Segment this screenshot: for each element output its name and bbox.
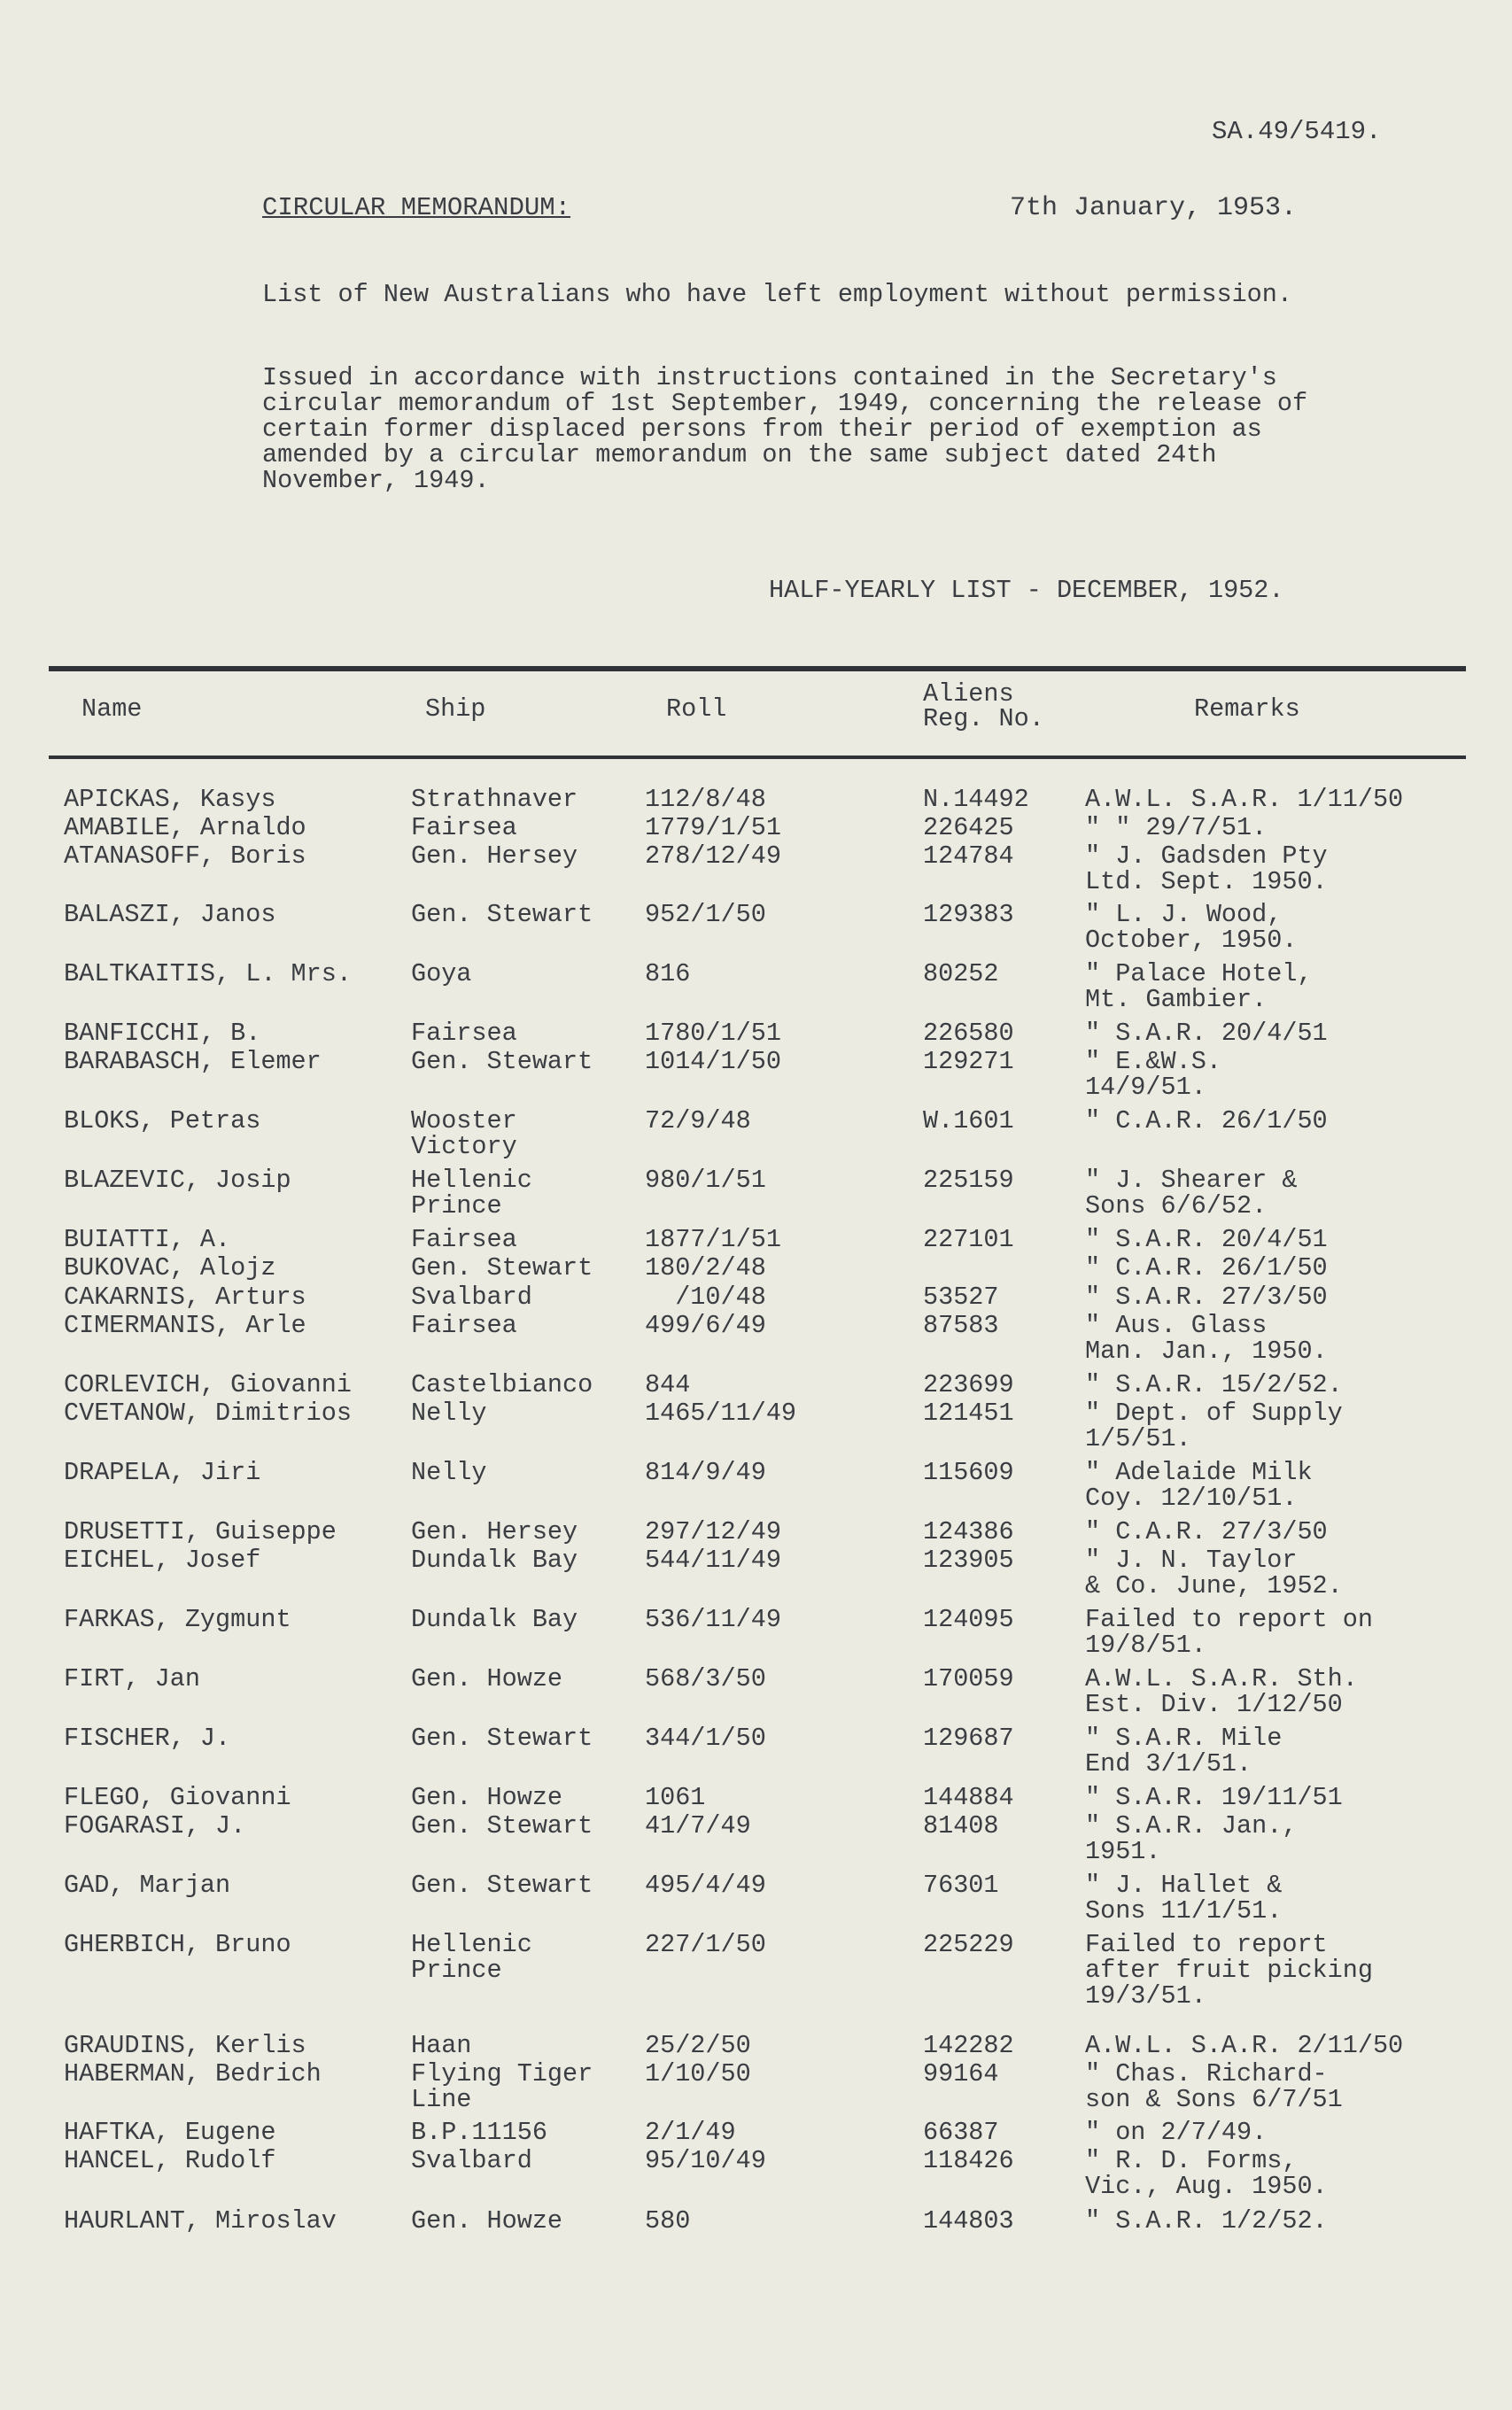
cell-reg: 115609 <box>923 1458 1014 1487</box>
cell-ship: Gen. Howze <box>411 1664 563 1693</box>
cell-reg: 226580 <box>923 1019 1014 1048</box>
cell-name: HAFTKA, Eugene <box>64 2118 276 2147</box>
cell-ship: Dundalk Bay <box>411 1546 578 1575</box>
cell-reg: 225229 <box>923 1930 1014 1959</box>
cell-ship: Gen. Stewart <box>411 1811 593 1840</box>
cell-ship: Flying Tiger Line <box>411 2059 593 2114</box>
cell-name: GHERBICH, Bruno <box>64 1930 291 1959</box>
cell-name: CORLEVICH, Giovanni <box>64 1370 352 1399</box>
cell-ship: Fairsea <box>411 1225 517 1254</box>
cell-ship: Hellenic Prince <box>411 1166 532 1220</box>
cell-roll: 1014/1/50 <box>645 1047 781 1076</box>
cell-name: DRAPELA, Jiri <box>64 1458 261 1487</box>
cell-name: CAKARNIS, Arturs <box>64 1282 306 1312</box>
cell-reg: W.1601 <box>923 1106 1014 1135</box>
cell-reg: 123905 <box>923 1546 1014 1575</box>
cell-reg: 227101 <box>923 1225 1014 1254</box>
cell-reg: 129383 <box>923 900 1014 929</box>
column-header-name: Name <box>81 694 143 724</box>
cell-reg: 144803 <box>923 2206 1014 2236</box>
cell-name: FARKAS, Zygmunt <box>64 1605 291 1634</box>
cell-remarks: " S.A.R. 20/4/51 <box>1085 1225 1328 1254</box>
cell-remarks: A.W.L. S.A.R. 2/11/50 <box>1085 2031 1404 2060</box>
cell-name: HAURLANT, Miroslav <box>64 2206 337 2236</box>
cell-name: BUKOVAC, Alojz <box>64 1253 276 1282</box>
cell-roll: 41/7/49 <box>645 1811 751 1840</box>
cell-remarks: " C.A.R. 26/1/50 <box>1085 1253 1328 1282</box>
cell-remarks: " E.&W.S. 14/9/51. <box>1085 1047 1221 1102</box>
cell-remarks: Failed to report after fruit picking 19/3/51. <box>1085 1930 1373 2011</box>
cell-ship: Gen. Howze <box>411 2206 563 2236</box>
cell-roll: 499/6/49 <box>645 1311 766 1340</box>
cell-remarks: A.W.L. S.A.R. 1/11/50 <box>1085 785 1404 814</box>
cell-remarks: " L. J. Wood, October, 1950. <box>1085 900 1298 955</box>
cell-remarks: " S.A.R. 15/2/52. <box>1085 1370 1343 1399</box>
cell-reg: 170059 <box>923 1664 1014 1693</box>
cell-ship: Gen. Hersey <box>411 1517 578 1546</box>
cell-roll: 844 <box>645 1370 691 1399</box>
cell-roll: 580 <box>645 2206 691 2236</box>
cell-ship: Dundalk Bay <box>411 1605 578 1634</box>
cell-roll: 72/9/48 <box>645 1106 751 1135</box>
cell-name: BUIATTI, A. <box>64 1225 231 1254</box>
cell-reg: 124784 <box>923 841 1014 871</box>
cell-remarks: " " 29/7/51. <box>1085 813 1268 842</box>
cell-reg: 76301 <box>923 1871 999 1900</box>
cell-roll: 1/10/50 <box>645 2059 751 2088</box>
cell-roll: 1465/11/49 <box>645 1399 797 1428</box>
cell-roll: 95/10/49 <box>645 2146 766 2175</box>
cell-ship: Strathnaver <box>411 785 578 814</box>
cell-remarks: " S.A.R. 1/2/52. <box>1085 2206 1328 2236</box>
cell-remarks: " J. Hallet & Sons 11/1/51. <box>1085 1871 1283 1926</box>
cell-reg: 99164 <box>923 2059 999 2088</box>
cell-name: BALASZI, Janos <box>64 900 276 929</box>
cell-ship: Gen. Hersey <box>411 841 578 871</box>
cell-name: HABERMAN, Bedrich <box>64 2059 322 2088</box>
cell-reg: 118426 <box>923 2146 1014 2175</box>
cell-name: FLEGO, Giovanni <box>64 1783 291 1812</box>
cell-roll: /10/48 <box>645 1282 766 1312</box>
cell-reg: 121451 <box>923 1399 1014 1428</box>
cell-remarks: " J. N. Taylor & Co. June, 1952. <box>1085 1546 1343 1600</box>
cell-ship: Gen. Stewart <box>411 1047 593 1076</box>
cell-roll: 816 <box>645 959 691 988</box>
memo-date: 7th January, 1953. <box>1010 193 1298 223</box>
cell-ship: Nelly <box>411 1458 487 1487</box>
cell-reg: 53527 <box>923 1282 999 1312</box>
cell-name: BANFICCHI, B. <box>64 1019 261 1048</box>
cell-name: FIRT, Jan <box>64 1664 200 1693</box>
cell-remarks: Failed to report on 19/8/51. <box>1085 1605 1373 1660</box>
cell-reg: 124095 <box>923 1605 1014 1634</box>
cell-ship: Svalbard <box>411 2146 532 2175</box>
cell-ship: Gen. Stewart <box>411 1871 593 1900</box>
cell-name: FISCHER, J. <box>64 1724 231 1753</box>
cell-ship: Fairsea <box>411 1311 517 1340</box>
memo-heading: CIRCULAR MEMORANDUM: <box>262 193 571 222</box>
cell-ship: Gen. Howze <box>411 1783 563 1812</box>
column-header-remarks: Remarks <box>1194 694 1300 724</box>
cell-ship: Fairsea <box>411 813 517 842</box>
cell-roll: 297/12/49 <box>645 1517 781 1546</box>
cell-roll: 1877/1/51 <box>645 1225 781 1254</box>
cell-reg: 226425 <box>923 813 1014 842</box>
cell-name: FOGARASI, J. <box>64 1811 246 1840</box>
cell-reg: 144884 <box>923 1783 1014 1812</box>
cell-remarks: " Aus. Glass Man. Jan., 1950. <box>1085 1311 1328 1366</box>
cell-name: EICHEL, Josef <box>64 1546 261 1575</box>
cell-reg: 124386 <box>923 1517 1014 1546</box>
list-subtitle: HALF-YEARLY LIST - DECEMBER, 1952. <box>769 576 1284 605</box>
cell-reg: 129271 <box>923 1047 1014 1076</box>
cell-ship: Gen. Stewart <box>411 900 593 929</box>
cell-ship: B.P.11156 <box>411 2118 547 2147</box>
cell-remarks: " S.A.R. 20/4/51 <box>1085 1019 1328 1048</box>
cell-roll: 568/3/50 <box>645 1664 766 1693</box>
cell-roll: 980/1/51 <box>645 1166 766 1195</box>
cell-remarks: " C.A.R. 27/3/50 <box>1085 1517 1328 1546</box>
cell-roll: 544/11/49 <box>645 1546 781 1575</box>
cell-remarks: " on 2/7/49. <box>1085 2118 1268 2147</box>
cell-roll: 1779/1/51 <box>645 813 781 842</box>
cell-reg: 81408 <box>923 1811 999 1840</box>
cell-name: ATANASOFF, Boris <box>64 841 306 871</box>
cell-remarks: " Dept. of Supply 1/5/51. <box>1085 1399 1343 1453</box>
cell-roll: 25/2/50 <box>645 2031 751 2060</box>
cell-name: DRUSETTI, Guiseppe <box>64 1517 337 1546</box>
cell-ship: Castelbianco <box>411 1370 593 1399</box>
column-header-reg: Aliens Reg. No. <box>923 679 1044 733</box>
cell-name: CVETANOW, Dimitrios <box>64 1399 352 1428</box>
cell-name: APICKAS, Kasys <box>64 785 276 814</box>
cell-name: GRAUDINS, Kerlis <box>64 2031 306 2060</box>
cell-remarks: " S.A.R. 27/3/50 <box>1085 1282 1328 1312</box>
cell-name: GAD, Marjan <box>64 1871 231 1900</box>
cell-ship: Wooster Victory <box>411 1106 517 1161</box>
reference-number: SA.49/5419. <box>1212 117 1382 146</box>
cell-roll: 814/9/49 <box>645 1458 766 1487</box>
cell-roll: 180/2/48 <box>645 1253 766 1282</box>
cell-ship: Svalbard <box>411 1282 532 1312</box>
cell-reg: 223699 <box>923 1370 1014 1399</box>
cell-roll: 1061 <box>645 1783 706 1812</box>
cell-remarks: " R. D. Forms, Vic., Aug. 1950. <box>1085 2146 1328 2201</box>
cell-name: AMABILE, Arnaldo <box>64 813 306 842</box>
cell-remarks: " Palace Hotel, Mt. Gambier. <box>1085 959 1313 1014</box>
cell-name: BLAZEVIC, Josip <box>64 1166 291 1195</box>
cell-remarks: " S.A.R. 19/11/51 <box>1085 1783 1343 1812</box>
cell-remarks: A.W.L. S.A.R. Sth. Est. Div. 1/12/50 <box>1085 1664 1358 1719</box>
cell-roll: 952/1/50 <box>645 900 766 929</box>
cell-reg: 225159 <box>923 1166 1014 1195</box>
cell-name: HANCEL, Rudolf <box>64 2146 276 2175</box>
cell-name: BLOKS, Petras <box>64 1106 261 1135</box>
cell-reg: 129687 <box>923 1724 1014 1753</box>
cell-name: BALTKAITIS, L. Mrs. <box>64 959 352 988</box>
cell-ship: Haan <box>411 2031 472 2060</box>
cell-name: CIMERMANIS, Arle <box>64 1311 306 1340</box>
cell-reg: 80252 <box>923 959 999 988</box>
cell-roll: 2/1/49 <box>645 2118 736 2147</box>
cell-roll: 344/1/50 <box>645 1724 766 1753</box>
cell-reg: 87583 <box>923 1311 999 1340</box>
cell-remarks: " S.A.R. Jan., 1951. <box>1085 1811 1298 1866</box>
cell-roll: 495/4/49 <box>645 1871 766 1900</box>
cell-reg: N.14492 <box>923 785 1029 814</box>
intro-paragraph: List of New Australians who have left employment without permission. <box>262 280 1292 309</box>
cell-roll: 536/11/49 <box>645 1605 781 1634</box>
cell-reg: 142282 <box>923 2031 1014 2060</box>
column-header-ship: Ship <box>425 694 486 724</box>
cell-remarks: " J. Gadsden Pty Ltd. Sept. 1950. <box>1085 841 1328 896</box>
column-header-roll: Roll <box>666 694 727 724</box>
instructions-paragraph: Issued in accordance with instructions contained in the Secretary's circular memorandum of 1st September, 1949, concerning the release of certain former displaced persons from their period of exemption as amended by a circular memorandum on the same subject dated 24th November, 1949. <box>262 363 1308 495</box>
cell-ship: Hellenic Prince <box>411 1930 532 1985</box>
cell-name: BARABASCH, Elemer <box>64 1047 322 1076</box>
cell-ship: Fairsea <box>411 1019 517 1048</box>
cell-roll: 1780/1/51 <box>645 1019 781 1048</box>
cell-ship: Nelly <box>411 1399 487 1428</box>
cell-remarks: " J. Shearer & Sons 6/6/52. <box>1085 1166 1298 1220</box>
cell-reg: 66387 <box>923 2118 999 2147</box>
cell-ship: Gen. Stewart <box>411 1253 593 1282</box>
cell-ship: Goya <box>411 959 472 988</box>
cell-remarks: " C.A.R. 26/1/50 <box>1085 1106 1328 1135</box>
cell-ship: Gen. Stewart <box>411 1724 593 1753</box>
cell-roll: 278/12/49 <box>645 841 781 871</box>
cell-roll: 112/8/48 <box>645 785 766 814</box>
cell-remarks: " Adelaide Milk Coy. 12/10/51. <box>1085 1458 1313 1513</box>
cell-roll: 227/1/50 <box>645 1930 766 1959</box>
cell-remarks: " Chas. Richard- son & Sons 6/7/51 <box>1085 2059 1343 2114</box>
cell-remarks: " S.A.R. Mile End 3/1/51. <box>1085 1724 1283 1778</box>
